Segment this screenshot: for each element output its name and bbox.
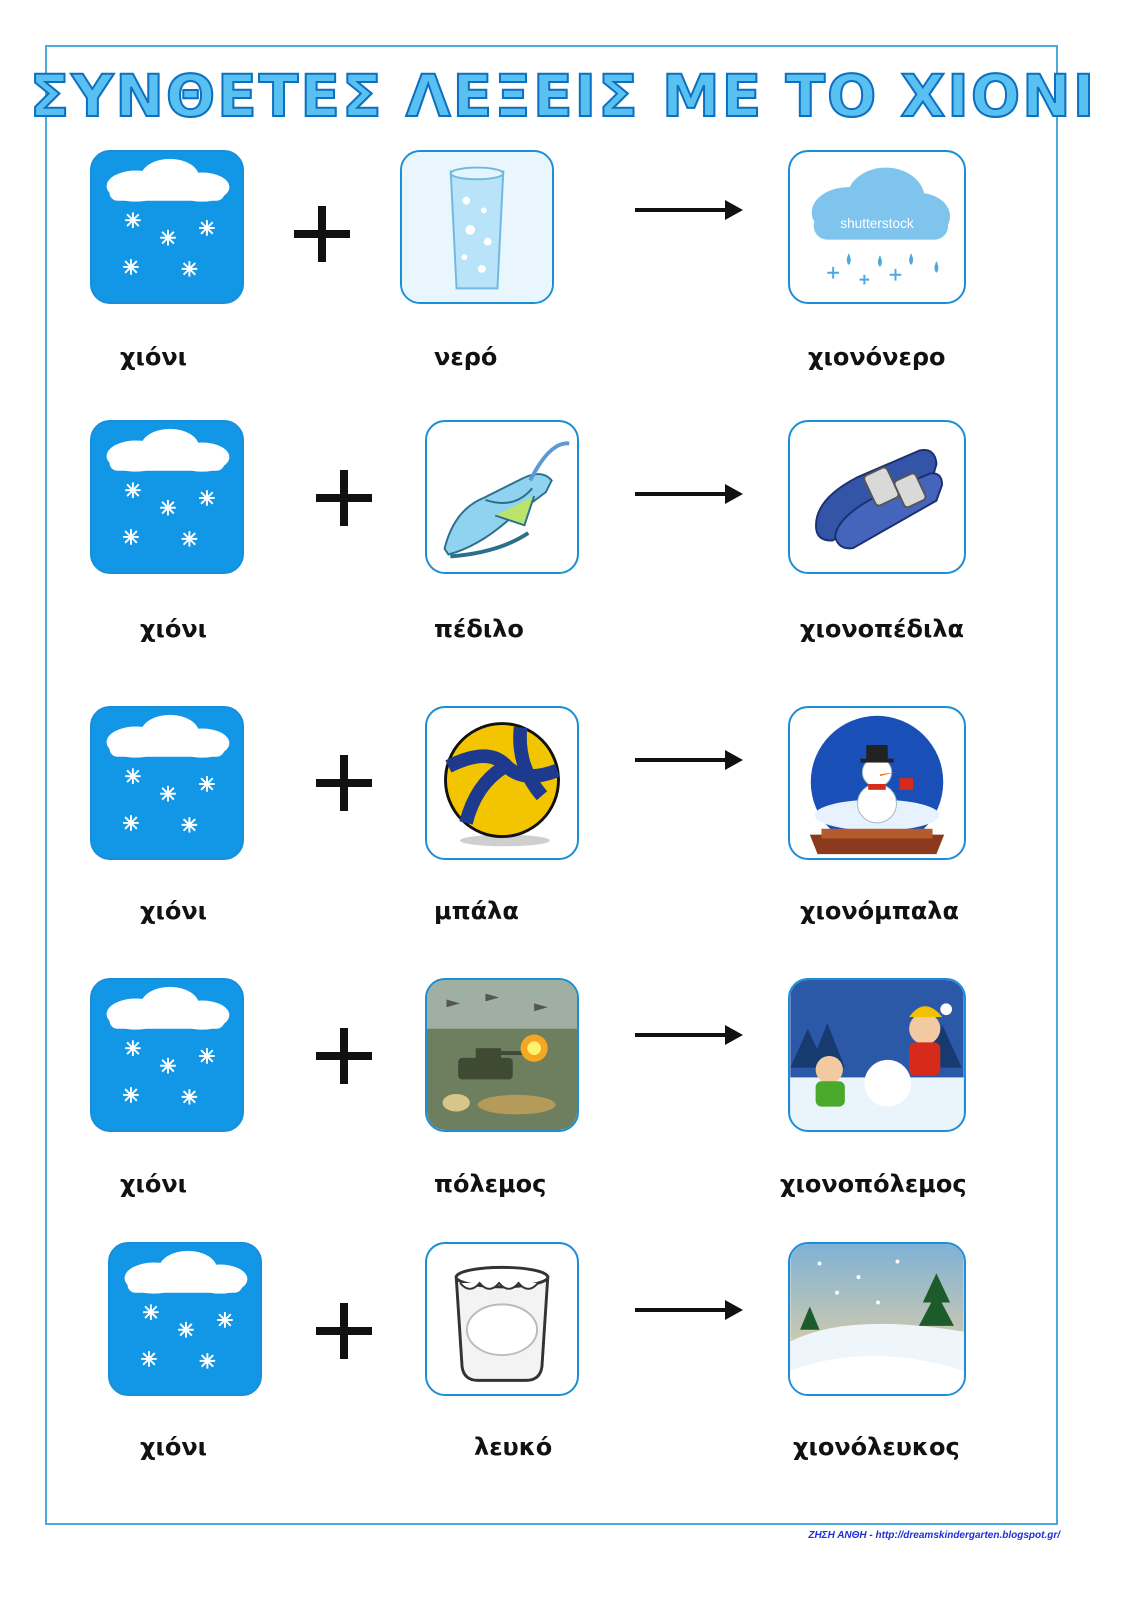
snow-card-icon: [90, 706, 244, 860]
plus-sign: [316, 1028, 372, 1084]
result-word: χιονοπόλεμος: [780, 1170, 967, 1198]
arrow-icon: [635, 484, 743, 504]
snowshoes-icon: [788, 420, 966, 574]
result-word: χιονοπέδιλα: [800, 615, 965, 643]
plus-sign: [316, 470, 372, 526]
result-word: χιονόνερο: [808, 343, 946, 371]
result-word: χιονόμπαλα: [800, 897, 959, 925]
page-title: ΣΥΝΘΕΤΕΣ ΛΕΞΕΙΣ ΜΕ ΤΟ ΧΙΟΝΙ: [29, 62, 1097, 130]
arrow-icon: [635, 1025, 743, 1045]
water-glass-icon: [400, 150, 554, 304]
snowy-landscape-icon: [788, 1242, 966, 1396]
ball-icon: [425, 706, 579, 860]
first-word: χιόνι: [140, 1433, 208, 1461]
snow-card-icon: [90, 150, 244, 304]
result-word: χιονόλευκος: [793, 1433, 960, 1461]
sleet-cloud-icon: [788, 150, 966, 304]
snow-card-icon: [90, 420, 244, 574]
second-word: νερό: [434, 343, 498, 371]
first-word: χιόνι: [140, 897, 208, 925]
first-word: χιόνι: [140, 615, 208, 643]
plus-sign: [294, 206, 350, 262]
first-word: χιόνι: [120, 343, 188, 371]
first-word: χιόνι: [120, 1170, 188, 1198]
second-word: πέδιλο: [434, 615, 524, 643]
snowball-fight-icon: [788, 978, 966, 1132]
snow-globe-icon: [788, 706, 966, 860]
snow-card-icon: [108, 1242, 262, 1396]
watermark-text: shutterstock: [840, 215, 914, 231]
plus-sign: [316, 755, 372, 811]
arrow-icon: [635, 750, 743, 770]
second-word: λευκό: [474, 1433, 553, 1461]
sandal-icon: [425, 420, 579, 574]
paint-bucket-icon: [425, 1242, 579, 1396]
plus-sign: [316, 1303, 372, 1359]
arrow-icon: [635, 200, 743, 220]
war-scene-icon: [425, 978, 579, 1132]
second-word: μπάλα: [434, 897, 519, 925]
second-word: πόλεμος: [434, 1170, 547, 1198]
arrow-icon: [635, 1300, 743, 1320]
footer-credit: ΖΗΣΗ ΑΝΘΗ - http://dreamskindergarten.blogspot.gr/: [808, 1530, 1060, 1541]
snow-card-icon: [90, 978, 244, 1132]
